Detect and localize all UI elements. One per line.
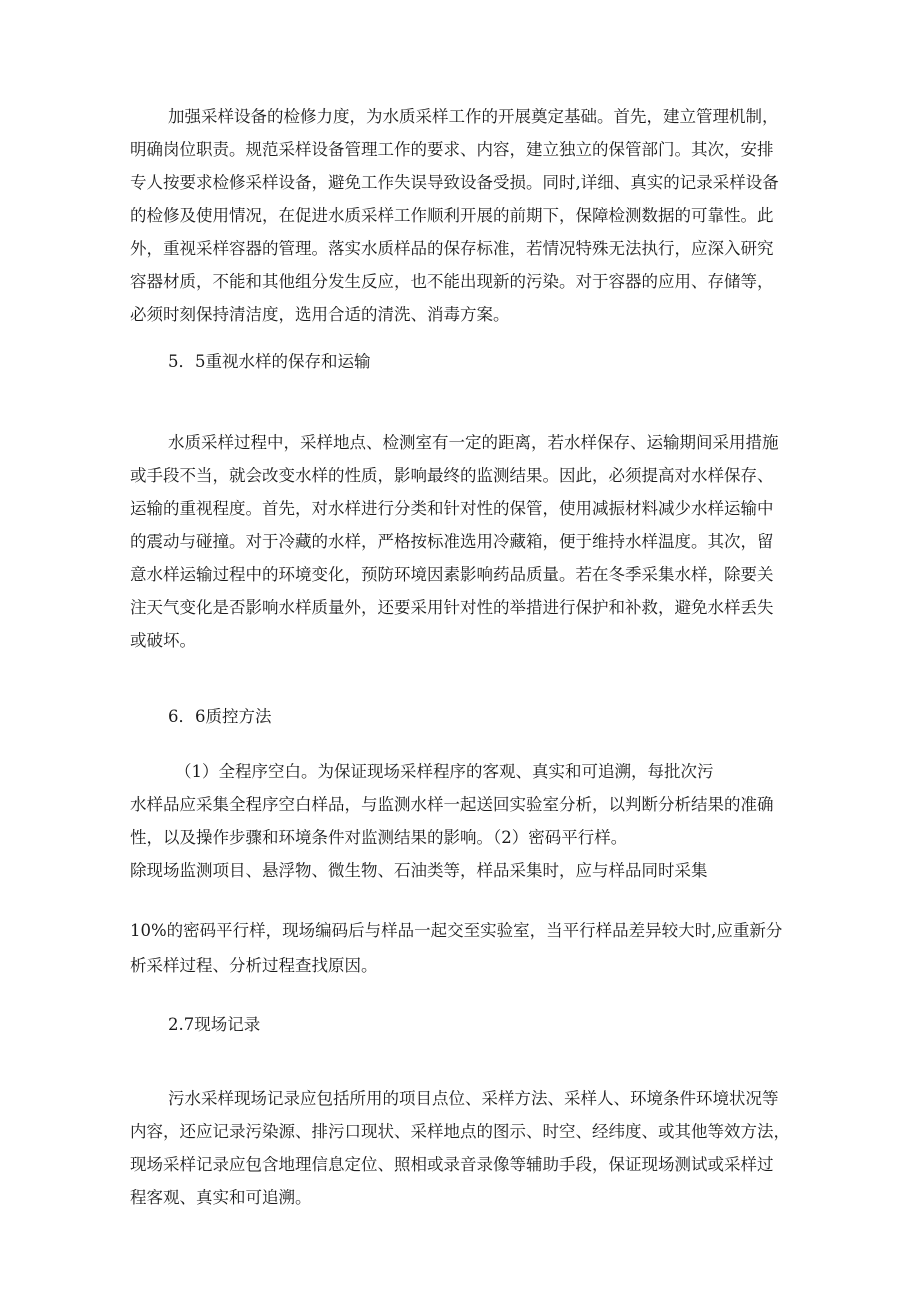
text-line: （1）全程序空白。为保证现场采样程序的客观、真实和可追溯，每批次污 (175, 762, 714, 781)
text-line: 内容，还应记录污染源、排污口现状、采样地点的图示、时空、经纬度、或其他等效方法， (130, 1122, 790, 1141)
section-heading: 6．6质控方法 (168, 707, 272, 726)
text-line: 污水采样现场记录应包括所用的项目点位、采样方法、采样人、环境条件环境状况等 (168, 1089, 779, 1108)
text-line: 专人按要求检修采样设备，避免工作失误导致设备受损。同时,详细、真实的记录采样设备 (130, 173, 779, 192)
text-line: 现场采样记录应包含地理信息定位、照相或录音录像等辅助手段，保证现场测试或采样过 (130, 1155, 774, 1174)
text-line: 必须时刻保持清洁度，选用合适的清洗、消毒方案。 (130, 305, 510, 324)
section-heading: 2.7现场记录 (168, 1015, 261, 1034)
text-line: 注天气变化是否影响水样质量外，还要采用针对性的举措进行保护和补救，避免水样丢失 (130, 598, 774, 617)
text-line: 意水样运输过程中的环境变化，预防环境因素影响药品质量。若在冬季采集水样，除要关 (130, 565, 774, 584)
text-line: 性，以及操作步骤和环境条件对监测结果的影响。（2）密码平行样。 (130, 828, 628, 847)
text-line: 析采样过程、分析过程查找原因。 (130, 956, 378, 975)
text-line: 或手段不当，就会改变水样的性质，影响最终的监测结果。因此，必须提高对水样保存、 (130, 466, 774, 485)
text-line: 加强采样设备的检修力度，为水质采样工作的开展奠定基础。首先，建立管理机制， (168, 107, 779, 126)
text-line: 10%的密码平行样，现场编码后与样品一起交至实验室，当平行样品差异较大时,应重新分 (130, 921, 783, 940)
text-line: 明确岗位职责。规范采样设备管理工作的要求、内容，建立独立的保管部门。其次，安排 (130, 140, 774, 159)
text-line: 运输的重视程度。首先，对水样进行分类和针对性的保管，使用减振材料减少水样运输中 (130, 499, 774, 518)
text-line: 程客观、真实和可追溯。 (130, 1188, 312, 1207)
text-line: 容器材质，不能和其他组分发生反应，也不能出现新的污染。对于容器的应用、存储等， (130, 272, 774, 291)
text-line: 的震动与碰撞。对于冷藏的水样，严格按标准选用冷藏箱，便于维持水样温度。其次，留 (130, 532, 774, 551)
text-line: 水样品应采集全程序空白样品，与监测水样一起送回实验室分析，以判断分析结果的准确 (130, 795, 774, 814)
text-line: 水质采样过程中，采样地点、检测室有一定的距离，若水样保存、运输期间采用措施 (168, 433, 779, 452)
text-line: 的检修及使用情况，在促进水质采样工作顺利开展的前期下，保障检测数据的可靠性。此 (130, 206, 774, 225)
text-line: 或破坏。 (130, 631, 196, 650)
text-line: 外，重视采样容器的管理。落实水质样品的保存标准，若情况特殊无法执行，应深入研究 (130, 239, 774, 258)
text-line: 除现场监测项目、悬浮物、微生物、石油类等，样品采集时，应与样品同时采集 (130, 861, 708, 880)
section-heading: 5．5重视水样的保存和运输 (168, 352, 371, 371)
